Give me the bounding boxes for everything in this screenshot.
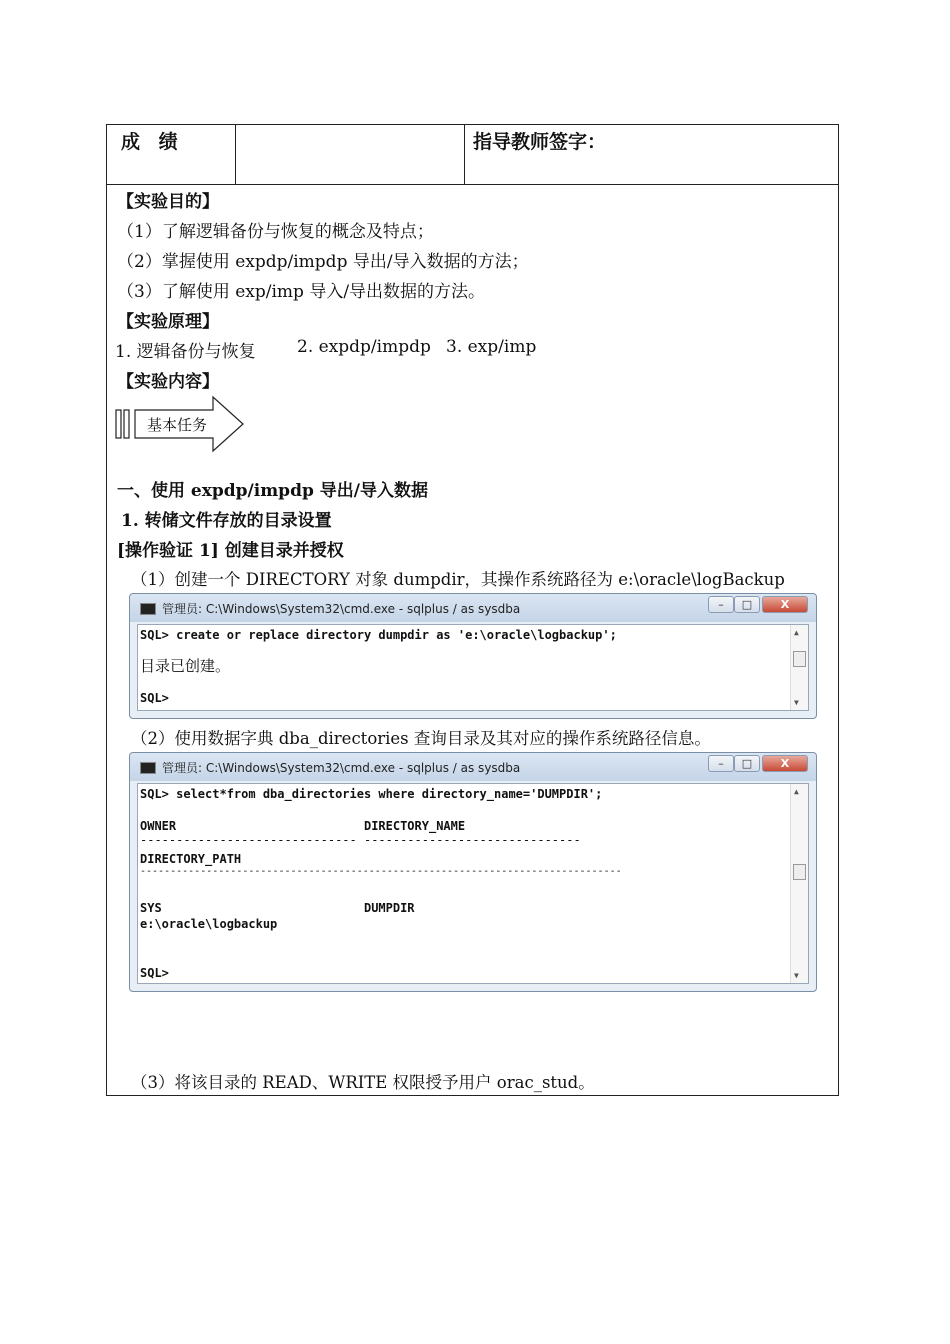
console-line: OWNER DIRECTORY_NAME <box>140 819 466 833</box>
principle-item: 3. exp/imp <box>446 337 537 357</box>
scroll-thumb[interactable] <box>793 864 806 880</box>
console-line: e:\oracle\logbackup <box>140 917 278 931</box>
scroll-thumb[interactable] <box>793 651 806 667</box>
grade-label: 成 绩 <box>121 131 184 153</box>
window-titlebar[interactable] <box>130 594 816 622</box>
purpose-item: （1）了解逻辑备份与恢复的概念及特点； <box>117 222 434 242</box>
subsection-heading: 1. 转储文件存放的目录设置 <box>121 511 332 531</box>
cmd-icon <box>140 762 156 774</box>
cmd-window-2 <box>129 752 817 992</box>
console-output[interactable] <box>137 624 809 711</box>
step-text: （2）使用数据字典 dba_directories 查询目录及其对应的操作系统路径信息。 <box>131 729 711 748</box>
console-line: 目录已创建。 <box>140 657 231 675</box>
cmd-icon <box>140 603 156 615</box>
console-line: -------------------------------------------------------------------------------- <box>140 866 622 877</box>
window-title: 管理员: C:\Windows\System32\cmd.exe - sqlplus / as sysdba <box>162 602 521 616</box>
scroll-up-icon[interactable]: ▲ <box>794 628 799 637</box>
step-text: （3）将该目录的 READ、WRITE 权限授予用户 orac_stud。 <box>131 1073 595 1092</box>
principle-item: 1. 逻辑备份与恢复 <box>115 342 256 362</box>
console-line: SQL> select*from dba_directories where directory_name='DUMPDIR'; <box>140 787 603 801</box>
console-line: DIRECTORY_PATH <box>140 852 242 866</box>
close-button[interactable]: X <box>762 596 808 613</box>
console-line: SQL> <box>140 966 169 980</box>
purpose-item: （2）掌握使用 expdp/impdp 导出/导入数据的方法； <box>117 252 529 272</box>
console-line: SYS DUMPDIR <box>140 901 415 915</box>
report-table <box>106 124 839 1096</box>
vertical-scrollbar[interactable] <box>790 784 808 983</box>
console-line: SQL> <box>140 691 169 705</box>
purpose-title: 【实验目的】 <box>117 192 219 212</box>
console-output[interactable] <box>137 783 809 984</box>
operation-heading: [操作验证 1] 创建目录并授权 <box>117 541 344 561</box>
close-button[interactable]: X <box>762 755 808 772</box>
principle-item: 2. expdp/impdp <box>297 337 431 357</box>
maximize-button[interactable]: □ <box>734 755 760 772</box>
principle-title: 【实验原理】 <box>117 312 219 332</box>
cmd-window-1 <box>129 593 817 719</box>
minimize-button[interactable]: – <box>708 596 734 613</box>
console-line: ------------------------------ ------------------------------ <box>140 833 581 847</box>
minimize-button[interactable]: – <box>708 755 734 772</box>
signature-label: 指导教师签字： <box>473 131 607 153</box>
vertical-scrollbar[interactable] <box>790 625 808 710</box>
header-row <box>107 125 838 185</box>
scroll-up-icon[interactable]: ▲ <box>794 787 799 796</box>
content-title: 【实验内容】 <box>117 372 219 392</box>
grade-value-cell <box>236 125 465 184</box>
maximize-button[interactable]: □ <box>734 596 760 613</box>
section-heading: 一、使用 expdp/impdp 导出/导入数据 <box>117 481 428 501</box>
grade-cell <box>107 125 236 184</box>
purpose-item: （3）了解使用 exp/imp 导入/导出数据的方法。 <box>117 282 486 302</box>
scroll-down-icon[interactable]: ▼ <box>794 698 799 707</box>
window-title: 管理员: C:\Windows\System32\cmd.exe - sqlplus / as sysdba <box>162 761 521 775</box>
step-text: （1）创建一个 DIRECTORY 对象 dumpdir，其操作系统路径为 e:\oracle\logBackup <box>131 570 785 589</box>
task-badge-label: 基本任务 <box>147 416 208 434</box>
scroll-down-icon[interactable]: ▼ <box>794 971 799 980</box>
console-line: SQL> create or replace directory dumpdir as 'e:\oracle\logbackup'; <box>140 628 617 642</box>
window-titlebar[interactable] <box>130 753 816 781</box>
